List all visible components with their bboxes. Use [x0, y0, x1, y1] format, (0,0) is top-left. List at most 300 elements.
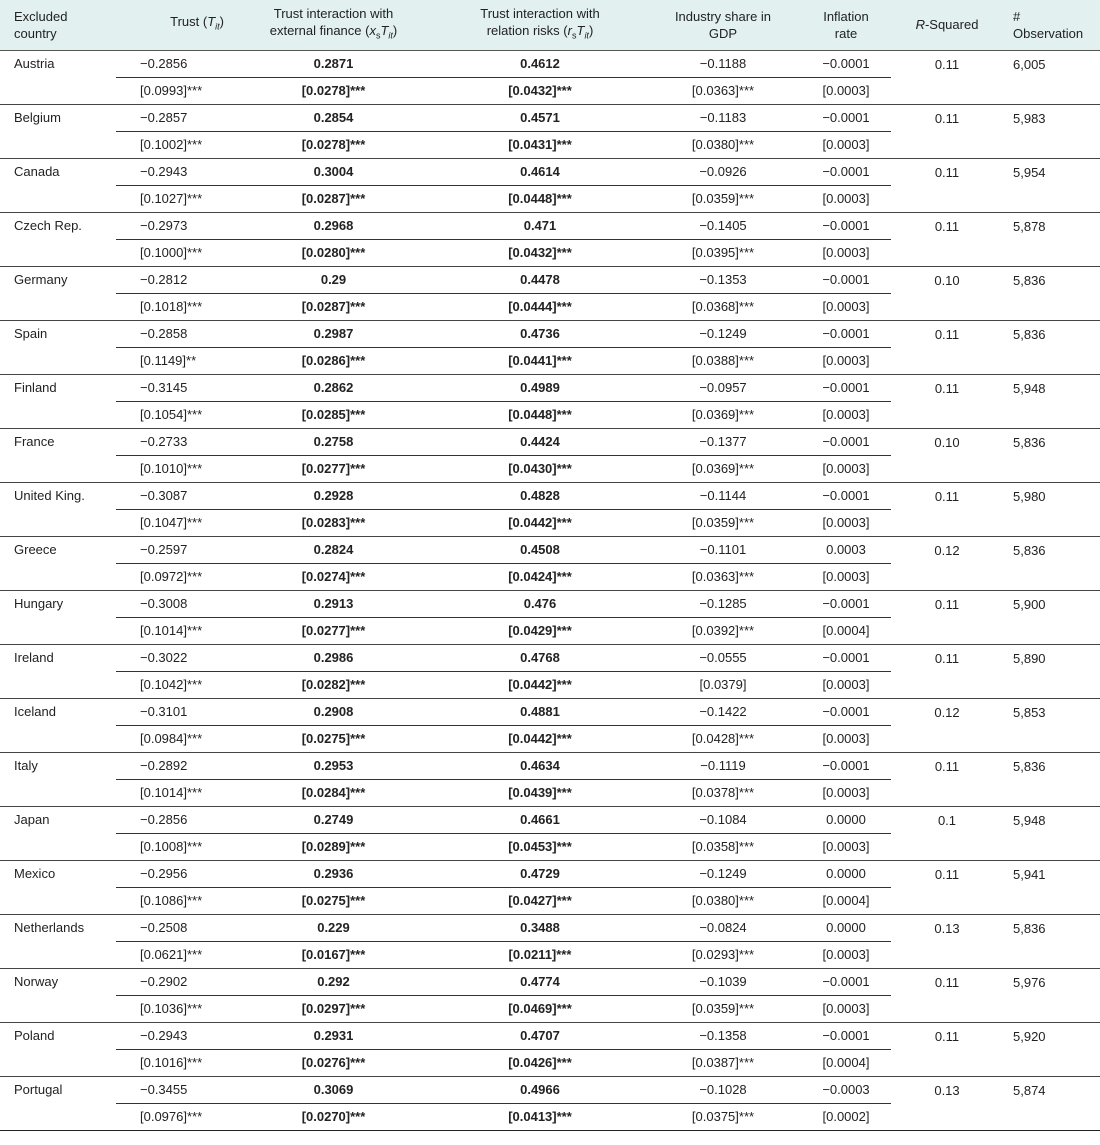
table-row	[0, 212, 1100, 239]
r-squared-value: 0.11	[934, 866, 960, 882]
industry-coef: −0.1144	[699, 488, 747, 503]
observation-count: 5,874	[1013, 1082, 1046, 1098]
ext-se: [0.0280]***	[232, 239, 435, 266]
header-line: #	[1013, 8, 1021, 24]
rel-se: [0.0444]***	[435, 293, 645, 320]
r-squared-value: 0.11	[934, 758, 960, 774]
trust-coef: −0.2857	[140, 110, 188, 125]
ext-coef: 0.2936	[313, 866, 354, 881]
ext-coef: 0.2913	[313, 596, 354, 611]
country-spacer	[0, 887, 116, 914]
ext-se: [0.0285]***	[232, 401, 435, 428]
rel-coef: 0.4828	[520, 488, 560, 503]
r-squared-value: 0.10	[934, 272, 960, 288]
industry-coef: −0.1084	[699, 812, 747, 827]
math-symbol: x	[369, 22, 376, 38]
r-squared-value: 0.13	[934, 1082, 960, 1098]
ext-se: [0.0277]***	[232, 455, 435, 482]
rel-coef: 0.4768	[520, 650, 560, 665]
country-name: Poland	[14, 1028, 55, 1044]
trust-se: [0.1027]***	[116, 185, 232, 212]
country-spacer	[0, 1049, 116, 1076]
inflation-se: [0.0003]	[801, 725, 891, 752]
ext-coef: 0.229	[317, 920, 350, 935]
country-name: Italy	[14, 758, 38, 774]
inflation-coef: 0.0003	[826, 542, 866, 557]
ext-se: [0.0270]***	[232, 1103, 435, 1130]
table-row	[0, 914, 1100, 941]
rel-se: [0.0424]***	[435, 563, 645, 590]
ext-se: [0.0275]***	[232, 887, 435, 914]
country-spacer	[0, 239, 116, 266]
country-spacer	[0, 131, 116, 158]
rel-coef: 0.4736	[520, 326, 560, 341]
trust-coef: −0.2597	[140, 542, 188, 557]
country-name: Mexico	[14, 866, 56, 882]
trust-se: [0.1042]***	[116, 671, 232, 698]
ext-coef: 0.3069	[313, 1082, 354, 1097]
trust-coef: −0.3101	[140, 704, 188, 719]
r-squared-value: 0.11	[934, 596, 960, 612]
inflation-se: [0.0003]	[801, 671, 891, 698]
inflation-se: [0.0003]	[801, 77, 891, 104]
industry-se: [0.0363]***	[645, 563, 801, 590]
r-squared-value: 0.12	[934, 542, 960, 558]
industry-coef: −0.1101	[699, 542, 747, 557]
ext-se: [0.0284]***	[232, 779, 435, 806]
r-squared-value: 0.11	[934, 974, 960, 990]
ext-coef: 0.2854	[313, 110, 354, 125]
r-squared-value: 0.12	[934, 704, 960, 720]
r-squared-value: 0.1	[937, 812, 957, 828]
rel-se: [0.0442]***	[435, 509, 645, 536]
country-name: Canada	[14, 164, 60, 180]
ext-coef: 0.2908	[313, 704, 354, 719]
observation-count: 5,941	[1013, 866, 1046, 882]
math-subscript: it	[584, 30, 589, 41]
r-squared-value: 0.11	[934, 650, 960, 666]
country-name: Ireland	[14, 650, 54, 666]
industry-se: [0.0380]***	[645, 887, 801, 914]
trust-se: [0.1000]***	[116, 239, 232, 266]
trust-coef: −0.2902	[140, 974, 188, 989]
country-spacer	[0, 617, 116, 644]
header-line: Trust interaction with	[273, 5, 394, 21]
country-name: Portugal	[14, 1082, 63, 1098]
header-excluded-country	[0, 0, 116, 50]
rel-coef: 0.471	[523, 218, 557, 233]
header-ext-finance	[232, 0, 435, 50]
table-row	[0, 320, 1100, 347]
country-name: Czech Rep.	[14, 218, 82, 234]
industry-se: [0.0293]***	[645, 941, 801, 968]
observation-count: 5,836	[1013, 272, 1046, 288]
industry-se: [0.0392]***	[645, 617, 801, 644]
industry-coef: −0.1183	[699, 110, 747, 125]
inflation-coef: 0.0000	[826, 920, 866, 935]
ext-se: [0.0286]***	[232, 347, 435, 374]
ext-se: [0.0275]***	[232, 725, 435, 752]
observation-count: 5,954	[1013, 164, 1046, 180]
industry-coef: −0.1358	[699, 1028, 747, 1043]
inflation-se: [0.0003]	[801, 185, 891, 212]
industry-coef: −0.1353	[699, 272, 747, 287]
header-line: Excluded	[14, 8, 68, 24]
country-spacer	[0, 725, 116, 752]
rel-se: [0.0442]***	[435, 725, 645, 752]
header-line: -Squared	[924, 17, 979, 33]
table-row	[0, 1022, 1100, 1049]
country-spacer	[0, 833, 116, 860]
ext-se: [0.0274]***	[232, 563, 435, 590]
rel-coef: 0.4424	[520, 434, 560, 449]
rel-se: [0.0432]***	[435, 239, 645, 266]
rel-se: [0.0431]***	[435, 131, 645, 158]
country-spacer	[0, 779, 116, 806]
trust-se: [0.0993]***	[116, 77, 232, 104]
inflation-coef: −0.0001	[822, 56, 870, 71]
industry-se: [0.0363]***	[645, 77, 801, 104]
observation-count: 5,836	[1013, 326, 1046, 342]
trust-coef: −0.2943	[140, 1028, 188, 1043]
ext-se: [0.0287]***	[232, 185, 435, 212]
rel-coef: 0.4966	[520, 1082, 560, 1097]
table-row	[0, 806, 1100, 833]
industry-coef: −0.1039	[699, 974, 747, 989]
country-spacer	[0, 455, 116, 482]
trust-se: [0.1016]***	[116, 1049, 232, 1076]
trust-coef: −0.2508	[140, 920, 188, 935]
trust-se: [0.0976]***	[116, 1103, 232, 1130]
trust-coef: −0.3008	[140, 596, 188, 611]
country-name: Belgium	[14, 110, 61, 126]
observation-count: 5,853	[1013, 704, 1046, 720]
header-line: Industry share in	[674, 8, 772, 24]
trust-coef: −0.2892	[140, 758, 188, 773]
observation-count: 5,980	[1013, 488, 1046, 504]
trust-coef: −0.2733	[140, 434, 188, 449]
observation-count: 5,900	[1013, 596, 1046, 612]
table-row	[0, 50, 1100, 77]
inflation-coef: −0.0003	[822, 1082, 870, 1097]
rel-se: [0.0427]***	[435, 887, 645, 914]
table-row	[0, 1076, 1100, 1103]
country-name: France	[14, 434, 55, 450]
industry-se: [0.0368]***	[645, 293, 801, 320]
rel-coef: 0.4989	[520, 380, 560, 395]
inflation-coef: −0.0001	[822, 272, 870, 287]
ext-se: [0.0282]***	[232, 671, 435, 698]
industry-se: [0.0375]***	[645, 1103, 801, 1130]
table-row	[0, 158, 1100, 185]
table-row	[0, 644, 1100, 671]
rel-coef: 0.4571	[520, 110, 560, 125]
observation-count: 5,890	[1013, 650, 1046, 666]
country-spacer	[0, 293, 116, 320]
inflation-se: [0.0004]	[801, 887, 891, 914]
trust-se: [0.0984]***	[116, 725, 232, 752]
country-name: Japan	[14, 812, 50, 828]
header-line: external finance (	[269, 22, 370, 38]
header-line: relation risks (	[486, 22, 568, 38]
r-squared-value: 0.10	[934, 434, 960, 450]
r-squared-value: 0.11	[934, 218, 960, 234]
country-name: Austria	[14, 56, 55, 72]
inflation-se: [0.0002]	[801, 1103, 891, 1130]
trust-coef: −0.3455	[140, 1082, 188, 1097]
trust-se: [0.1047]***	[116, 509, 232, 536]
industry-coef: −0.1422	[699, 704, 747, 719]
math-subscript: s	[375, 30, 381, 41]
industry-coef: −0.0824	[699, 920, 747, 935]
header-row	[0, 0, 1100, 50]
table-row	[0, 266, 1100, 293]
inflation-se: [0.0003]	[801, 941, 891, 968]
rel-coef: 0.4508	[520, 542, 560, 557]
table-row	[0, 968, 1100, 995]
country-spacer	[0, 671, 116, 698]
trust-coef: −0.3087	[140, 488, 188, 503]
industry-se: [0.0387]***	[645, 1049, 801, 1076]
paren: )	[392, 22, 398, 38]
inflation-coef: −0.0001	[822, 164, 870, 179]
ext-coef: 0.2928	[313, 488, 354, 503]
trust-se: [0.1036]***	[116, 995, 232, 1022]
table-row	[0, 536, 1100, 563]
rel-se: [0.0439]***	[435, 779, 645, 806]
math-subscript: it	[388, 30, 393, 41]
country-spacer	[0, 563, 116, 590]
paren: )	[588, 22, 594, 38]
observation-count: 5,948	[1013, 380, 1046, 396]
table-row	[0, 374, 1100, 401]
r-squared-value: 0.11	[934, 164, 960, 180]
industry-coef: −0.1119	[700, 758, 746, 773]
paren: )	[219, 14, 224, 30]
rel-coef: 0.4661	[520, 812, 560, 827]
trust-coef: −0.2973	[140, 218, 188, 233]
trust-coef: −0.2956	[140, 866, 188, 881]
inflation-coef: −0.0001	[822, 1028, 870, 1043]
country-spacer	[0, 995, 116, 1022]
header-r-squared	[891, 0, 1003, 50]
math-symbol: r	[567, 22, 572, 38]
table-row	[0, 752, 1100, 779]
rel-se: [0.0448]***	[435, 401, 645, 428]
ext-se: [0.0276]***	[232, 1049, 435, 1076]
ext-coef: 0.292	[317, 974, 350, 989]
rel-se: [0.0429]***	[435, 617, 645, 644]
country-spacer	[0, 1103, 116, 1130]
inflation-se: [0.0004]	[801, 617, 891, 644]
math-symbol: T	[576, 22, 585, 38]
inflation-se: [0.0003]	[801, 563, 891, 590]
observation-count: 5,836	[1013, 434, 1046, 450]
r-squared-value: 0.13	[934, 920, 960, 936]
observation-count: 5,878	[1013, 218, 1046, 234]
inflation-coef: −0.0001	[822, 110, 870, 125]
industry-se: [0.0359]***	[645, 509, 801, 536]
industry-se: [0.0358]***	[645, 833, 801, 860]
r-squared-value: 0.11	[934, 1028, 960, 1044]
header-line: Inflation	[823, 8, 869, 24]
inflation-coef: −0.0001	[822, 380, 870, 395]
industry-coef: −0.1405	[699, 218, 747, 233]
trust-se: [0.1010]***	[116, 455, 232, 482]
inflation-coef: −0.0001	[822, 596, 870, 611]
inflation-coef: −0.0001	[822, 758, 870, 773]
industry-se: [0.0369]***	[645, 455, 801, 482]
country-name: Germany	[14, 272, 68, 288]
header-line: rate	[834, 25, 858, 41]
table-row	[0, 428, 1100, 455]
trust-se: [0.1086]***	[116, 887, 232, 914]
inflation-se: [0.0003]	[801, 455, 891, 482]
ext-coef: 0.2953	[313, 758, 354, 773]
ext-coef: 0.2749	[313, 812, 354, 827]
inflation-coef: −0.0001	[822, 704, 870, 719]
rel-se: [0.0453]***	[435, 833, 645, 860]
trust-se: [0.1018]***	[116, 293, 232, 320]
industry-se: [0.0359]***	[645, 185, 801, 212]
rel-se: [0.0432]***	[435, 77, 645, 104]
ext-se: [0.0297]***	[232, 995, 435, 1022]
trust-coef: −0.2858	[140, 326, 188, 341]
industry-coef: −0.1249	[699, 326, 747, 341]
rel-coef: 0.4707	[520, 1028, 560, 1043]
inflation-se: [0.0004]	[801, 1049, 891, 1076]
trust-se: [0.1149]**	[116, 347, 232, 374]
inflation-coef: 0.0000	[826, 866, 866, 881]
math-symbol: R	[915, 17, 925, 33]
industry-coef: −0.1285	[699, 596, 747, 611]
math-subscript: s	[571, 30, 577, 41]
observation-count: 5,976	[1013, 974, 1046, 990]
r-squared-value: 0.11	[934, 326, 960, 342]
industry-coef: −0.1377	[699, 434, 747, 449]
ext-coef: 0.2968	[313, 218, 354, 233]
inflation-se: [0.0003]	[801, 239, 891, 266]
inflation-coef: −0.0001	[822, 488, 870, 503]
header-line: Observation	[1013, 25, 1084, 41]
industry-se: [0.0380]***	[645, 131, 801, 158]
trust-se: [0.1014]***	[116, 779, 232, 806]
ext-coef: 0.2931	[313, 1028, 354, 1043]
inflation-se: [0.0003]	[801, 995, 891, 1022]
trust-coef: −0.2812	[140, 272, 188, 287]
header-inflation	[801, 0, 891, 50]
industry-se: [0.0378]***	[645, 779, 801, 806]
country-spacer	[0, 185, 116, 212]
industry-coef: −0.0926	[699, 164, 747, 179]
ext-coef: 0.2987	[313, 326, 354, 341]
inflation-se: [0.0003]	[801, 401, 891, 428]
header-line: Trust (	[170, 14, 208, 30]
industry-se: [0.0359]***	[645, 995, 801, 1022]
ext-se: [0.0278]***	[232, 77, 435, 104]
inflation-coef: −0.0001	[822, 650, 870, 665]
table-row	[0, 698, 1100, 725]
country-spacer	[0, 509, 116, 536]
country-name: Finland	[14, 380, 57, 396]
r-squared-value: 0.11	[934, 110, 960, 126]
rel-se: [0.0211]***	[435, 941, 645, 968]
math-subscript: it	[215, 22, 220, 33]
math-symbol: T	[207, 14, 216, 30]
observation-count: 5,920	[1013, 1028, 1046, 1044]
rel-coef: 0.4612	[520, 56, 560, 71]
rel-se: [0.0426]***	[435, 1049, 645, 1076]
industry-se: [0.0428]***	[645, 725, 801, 752]
table-row	[0, 104, 1100, 131]
trust-coef: −0.3145	[140, 380, 188, 395]
ext-coef: 0.3004	[313, 164, 354, 179]
rel-se: [0.0430]***	[435, 455, 645, 482]
industry-coef: −0.1249	[699, 866, 747, 881]
rel-coef: 0.4634	[520, 758, 560, 773]
ext-coef: 0.2986	[313, 650, 354, 665]
r-squared-value: 0.11	[934, 380, 960, 396]
industry-se: [0.0369]***	[645, 401, 801, 428]
rel-coef: 0.4614	[520, 164, 560, 179]
rel-coef: 0.4774	[520, 974, 560, 989]
trust-se: [0.1008]***	[116, 833, 232, 860]
industry-coef: −0.0555	[699, 650, 747, 665]
rel-se: [0.0441]***	[435, 347, 645, 374]
country-spacer	[0, 347, 116, 374]
ext-coef: 0.2862	[313, 380, 354, 395]
rel-se: [0.0413]***	[435, 1103, 645, 1130]
table-body	[0, 50, 1100, 1130]
ext-se: [0.0167]***	[232, 941, 435, 968]
ext-se: [0.0287]***	[232, 293, 435, 320]
table-row	[0, 860, 1100, 887]
ext-se: [0.0289]***	[232, 833, 435, 860]
trust-se: [0.0972]***	[116, 563, 232, 590]
inflation-coef: −0.0001	[822, 218, 870, 233]
rel-se: [0.0442]***	[435, 671, 645, 698]
rel-coef: 0.4881	[520, 704, 560, 719]
header-trust	[116, 0, 232, 50]
country-name: Greece	[14, 542, 57, 558]
header-line: Trust interaction with	[480, 5, 600, 21]
r-squared-value: 0.11	[934, 56, 960, 72]
industry-se: [0.0379]	[645, 671, 801, 698]
rel-coef: 0.4478	[520, 272, 560, 287]
trust-coef: −0.2943	[140, 164, 188, 179]
ext-se: [0.0283]***	[232, 509, 435, 536]
trust-se: [0.0621]***	[116, 941, 232, 968]
header-industry-share	[645, 0, 801, 50]
country-name: Netherlands	[14, 920, 85, 936]
ext-coef: 0.2824	[313, 542, 354, 557]
header-observation	[1003, 0, 1100, 50]
country-spacer	[0, 941, 116, 968]
trust-se: [0.1014]***	[116, 617, 232, 644]
observation-count: 5,983	[1013, 110, 1046, 126]
ext-se: [0.0277]***	[232, 617, 435, 644]
table-row	[0, 482, 1100, 509]
inflation-coef: 0.0000	[826, 812, 866, 827]
inflation-se: [0.0003]	[801, 131, 891, 158]
observation-count: 5,836	[1013, 920, 1046, 936]
inflation-coef: −0.0001	[822, 326, 870, 341]
industry-se: [0.0388]***	[645, 347, 801, 374]
rel-coef: 0.476	[523, 596, 557, 611]
table-row	[0, 590, 1100, 617]
r-squared-value: 0.11	[934, 488, 960, 504]
observation-count: 6,005	[1013, 56, 1046, 72]
